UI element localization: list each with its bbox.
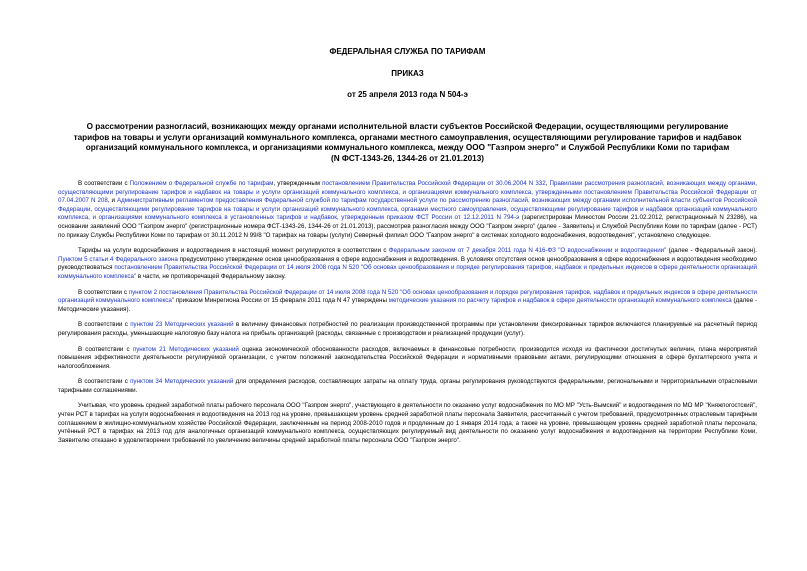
link-decree-520[interactable]: постановлением Правительства Российской Федерации от 14 июля 2008 года N 520 "Об основах ценообразования и порядке регулирования тарифов, надбавок и предельных индексов в сфере деятельности организаций коммунального комплекса" (58, 264, 757, 280)
link-law-art4-p5[interactable]: Пунктом 5 статьи 4 Федерального закона (58, 255, 178, 263)
title-line-4: (N ФСТ-1343-26, 1344-26 от 21.01.2013) (330, 153, 485, 163)
paragraph-3: В соответствии с пунктом 2 постановления Правительства Российской Федерации от 14 июля 2008 года N 520 "Об основах ценообразования и порядке регулирования тарифов, надбавок и предельных индексов в сфере деятельности организаций коммунального комплекса" приказом Минрегиона России от 15 февраля 2011 года N 47 утверждены методические указания по расчету тарифов и надбавок в сфере деятельности организаций коммунального комплекса (далее - Методические указания). (58, 288, 758, 313)
link-fst-regulation[interactable]: Положением о Федеральной службе по тарифам (129, 180, 274, 187)
paragraph-5: В соответствии с пунктом 21 Методических указаний оценка экономической обоснованности расходов, включаемых в финансовые потребности, производится исходя из фактически достигнутых величин, плана мероприятий повышения эффективности деятельности регулируемой организации, с учетом положений законодательства Российской Федерации и нормативными правовыми актами, регулирующими отношения в сфере бухгалтерского учета и налогообложения. (58, 345, 757, 370)
paragraph-2: Тарифы на услуги водоснабжения и водоотведения в настоящий момент регулируются в соответствии с Федеральным законом от 7 декабря 2011 года N 416-ФЗ "О водоснабжении и водоотведении" (далее - Федеральный закон). Пунктом 5 статьи 4 Федерального закона предусмотрено утверждение основ ценообразования в сфере водоснабжения и водоотведения. В условиях отсутствия основ ценообразования в сфере водоснабжения и водоотведения необходимо руководствоваться постановлением Правительства Российской Федерации от 14 июля 2008 года N 520 "Об основах ценообразования и порядке регулирования тарифов, надбавок и предельных индексов в сфере деятельности организаций коммунального комплекса" в части, не противоречащей Федеральному закону. (58, 247, 757, 280)
agency-heading: ФЕДЕРАЛЬНАЯ СЛУЖБА ПО ТАРИФАМ (329, 47, 486, 56)
document-title (58, 122, 757, 164)
link-order-794e[interactable]: приказом ФСТ России от 12.12.2011 N 794-э (386, 214, 520, 222)
title-line-2: тарифов на товары и услуги организаций коммунального комплекса, органами местного самоуправления, осуществляющими регулирование тарифов и надбавок (73, 132, 742, 142)
link-decree-332[interactable]: постановлением Правительства Российской Федерации от 30.06.2004 N 332 (322, 180, 546, 187)
link-guidelines-p34[interactable]: пунктом 34 Методических указаний (130, 378, 234, 386)
paragraph-1: В соответствии с Положением о Федеральной службе по тарифам, утвержденным постановлением Правительства Российской Федерации от 30.06.2004 N 332, Правилами рассмотрения разногласий, возникающих между органами, осуществляющими регулирование тарифов и надбавок на товары и услуги организаций коммунального комплекса, и организациями коммунального комплекса, утвержденными постановлением Правительства Российской Федерации от 07.04.2007 N 208, и Административным регламентом предоставления Федеральной службой по тарифам государственной услуги по рассмотрению разногласий, возникающих между органами исполнительной власти субъектов Российской Федерации, осуществляющими регулирование тарифов на товары и услуги организаций коммунального комплекса, органами местного самоуправления, осуществляющими регулирование тарифов и надбавок организаций коммунального комплекса, и организациями коммунального комплекса в установленных тарифов и надбавок, утвержденным приказом ФСТ России от 12.12.2011 N 794-э (зарегистрирован Минюстом России 21.02.2012, регистрационный N 23286), на основании заявлений ООО "Газпром энерго" (регистрационные номера ФСТ-1343-26, 1344-26 от 21.01.2013), рассмотрев разногласия между ООО "Газпром энерго" (далее - Заявитель) и Службой Республики Коми по тарифам (далее - РСТ) по приказу Службы Республики Коми по тарифам от 30.11.2012 N 99/8 "О тарифах на товары (услуги) Северный филиал ООО "Газпром энерго" в системах холодного водоснабжения, водоотведения", установлено следующее. (58, 180, 757, 239)
link-guidelines-p21[interactable]: пунктом 21 Методических указаний (132, 345, 239, 353)
paragraph-7: Учитывая, что уровень средней заработной платы рабочего персонала ООО "Газпром энерго", участвующего в деятельности по оказанию услуг водоснабжения по МО МР "Усть-Вымский" и водоотведения по МО МР "Княжпогостский", учтен РСТ в тарифах на услуги водоснабжения и водоотведения на 2013 год на уровне, превышающем уровень средней заработной платы персонала Заявителя, рассчитанный с учетом требований, предусмотренных отраслевым тарифным соглашением в жилищно-коммунальном хозяйстве Российской Федерации, заключенным на период 2008-2010 годов и продленным до 1 января 2014 года, а также на уровне, превышающем уровень средней заработной платы персонала, учтённый РСТ в тарифах на 2013 год для аналогичных организаций коммунального комплекса, осуществляющих регулируемый вид деятельности по оказанию услуг водоснабжения и водоотведения на территории Республики Коми, Заявителю отказано в удовлетворении требований по увеличению величины средней заработной платы персонала ООО "Газпром энерго". (58, 402, 757, 444)
doc-type-heading: ПРИКАЗ (391, 69, 424, 78)
link-guidelines-p23[interactable]: пунктом 23 Методических указаний (130, 321, 234, 329)
title-line-1: О рассмотрении разногласий, возникающих между органами исполнительной власти субъектов Российской Федерации, осуществляющими регулирование (86, 122, 729, 131)
link-disagreement-rules[interactable]: Правилами рассмотрения разногласий, возникающих между органами, осуществляющими регулирование тарифов и надбавок на товары и услуги организаций коммунального комплекса, и организациями коммунального комплекса, утвержденными постановлением Правительства Российской Федерации от 07.04.2007 N 208 (58, 180, 757, 205)
link-admin-regulation[interactable]: Административным регламентом предоставления Федеральной службой по тарифам государственной услуги по рассмотрению разногласий, возникающих между органами исполнительной власти субъектов Российской Федерации, осуществляющими регулирование тарифов на товары и услуги организаций коммунального комплекса, органами местного самоуправления, осуществляющими регулирование тарифов и надбавок организаций коммунального комплекса, и организациями коммунального комплекса в установленных тарифов и надбавок, утвержденным (58, 197, 757, 222)
link-law-416fz[interactable]: Федеральным законом от 7 декабря 2011 года N 416-ФЗ "О водоснабжении и водоотведении" (388, 247, 667, 255)
link-methodical-guidelines[interactable]: методические указания по расчету тарифов и надбавок в сфере деятельности организаций коммунального комплекса (388, 297, 732, 305)
paragraph-6: В соответствии с пунктом 34 Методических указаний для определения расходов, составляющих затраты на оплату труда, органы регулирования руководствуются федеральными, региональными и территориальными отраслевыми тарифными соглашениями. (58, 378, 757, 394)
date-number-heading: от 25 апреля 2013 года N 504-э (347, 90, 468, 99)
paragraph-4: В соответствии с пунктом 23 Методических указаний в величину финансовых потребностей по реализации производственной программы при установлении фиксированных тарифов включаются планируемые на расчетный период регулирования расходы, уменьшающие налоговую базу налога на прибыль организаций (расходы, связанные с производством и реализацией продукции (услуг). (58, 321, 757, 337)
title-line-3: организаций коммунального комплекса, и организациями коммунального комплекса, между ООО "Газпром энерго" и Службой Республики Коми по тарифам (85, 143, 730, 152)
link-decree-520-p2[interactable]: пунктом 2 постановления Правительства Российской Федерации от 14 июля 2008 года N 520 "Об основах ценообразования и порядке регулирования тарифов, надбавок и предельных индексов в сфере деятельности организаций коммунального комплекса" (58, 288, 757, 305)
